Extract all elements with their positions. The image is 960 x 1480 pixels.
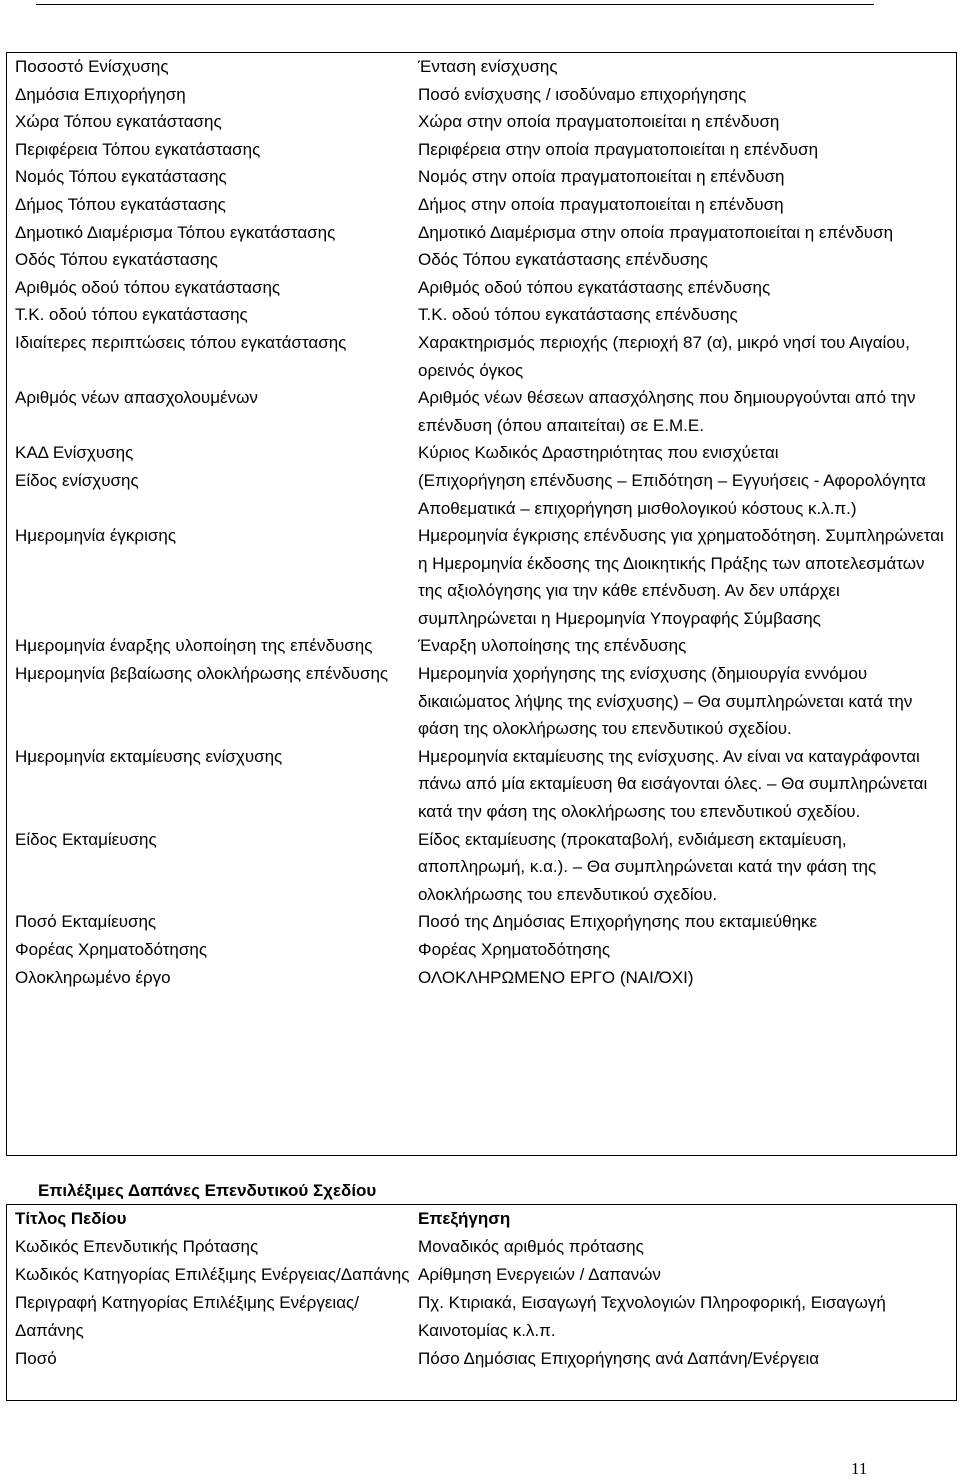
table-row [7,826,956,909]
field-name: Δημοτικό Διαμέρισμα Τόπου εγκατάστασης [15,222,336,242]
field-description: ΟΛΟΚΛΗΡΩΜΕΝΟ ΕΡΓΟ (ΝΑΙ/ΌΧΙ) [418,967,694,987]
field-name: Ποσοστό Ενίσχυσης [15,57,169,76]
field-description: Πόσο Δημόσιας Επιχορήγησης ανά Δαπάνη/Ενέργεια [418,1349,820,1368]
column-header: Επεξήγηση [418,1209,511,1228]
table-row [7,274,956,302]
field-description: Αριθμός οδού τόπου εγκατάστασης επένδυσης [418,277,771,297]
table-row [7,632,956,660]
table-header-row [7,1205,956,1233]
table-row [7,108,956,136]
field-name: Ημερομηνία βεβαίωσης ολοκλήρωσης επένδυσης [15,664,389,684]
table-row [7,439,956,467]
field-name: Κωδικός Κατηγορίας Επιλέξιμης Ενέργειας/Δαπάνης [15,1265,410,1284]
field-description: Πχ. Κτιριακά, Εισαγωγή Τεχνολογιών Πληροφορική, Εισαγωγή Καινοτομίας κ.λ.π. [418,1293,886,1340]
field-description: Είδος εκταμίευσης (προκαταβολή, ενδιάμεση εκταμίευση, αποπληρωμή, κ.α.). – Θα συμπληρώνεται κατά την φάση της ολοκλήρωσης του επενδυτικού σχεδίου. [418,829,877,904]
field-description: Οδός Τόπου εγκατάστασης επένδυσης [418,250,708,270]
page-number: 11 [851,1459,868,1478]
field-description: Κύριος Κωδικός Δραστηριότητας που ενισχύεται [418,443,779,463]
table-row [7,384,956,439]
field-description: Ένταση ενίσχυσης [418,57,558,76]
table-row [7,743,956,826]
field-name: Τ.Κ. οδού τόπου εγκατάστασης [15,305,248,325]
field-description: Χώρα στην οποία πραγματοποιείται η επένδυση [418,112,780,132]
table-row [7,219,956,247]
field-description: Ημερομηνία εκταμίευσης της ενίσχυσης. Αν είναι να καταγράφονται πάνω από μία εκταμίευση θα εισάγονται όλες. – Θα συμπληρώνεται κατά την φάση της ολοκλήρωσης του επενδυτικού σχεδίου. [418,746,928,822]
field-name: Δημόσια Επιχορήγηση [15,84,186,104]
section-title: Επιλέξιμες Δαπάνες Επενδυτικού Σχεδίου [38,1181,377,1200]
field-description: Περιφέρεια στην οποία πραγματοποιείται η επένδυση [418,139,819,159]
field-description: Φορέας Χρηματοδότησης [418,940,611,959]
table-row [7,1345,956,1373]
field-description: Νομός στην οποία πραγματοποιείται η επένδυση [418,167,785,187]
table-row [7,522,956,632]
table-row [7,246,956,274]
field-description: Ημερομηνία έγκρισης επένδυσης για χρηματοδότηση. Συμπληρώνεται η Ημερομηνία έκδοσης της Διοικητικής Πράξης των αποτελεσμάτων της αξιολόγησης για την κάθε επένδυση. Αν δεν υπάρχει συμπληρώνεται η Ημερομηνία Υπογραφής Σύμβασης [418,526,944,628]
field-description: Αρίθμηση Ενεργειών / Δαπανών [418,1265,661,1284]
field-name: Κωδικός Επενδυτικής Πρότασης [15,1237,259,1256]
field-name: ΚΑΔ Ενίσχυσης [15,443,134,463]
field-name: Ημερομηνία έναρξης υλοποίηση της επένδυσης [15,636,373,656]
field-name: Δήμος Τόπου εγκατάστασης [15,194,226,214]
field-name: Είδος Εκταμίευσης [15,829,157,849]
table-row [7,467,956,522]
field-name: Ποσό Εκταμίευσης [15,912,157,932]
table-row [7,301,956,329]
top-rule [36,4,874,5]
field-name: Χώρα Τόπου εγκατάστασης [15,112,222,132]
table-row [7,936,956,964]
field-name: Φορέας Χρηματοδότησης [15,940,208,959]
table-row [7,329,956,384]
field-description: Ποσό της Δημόσιας Επιχορήγησης που εκταμιεύθηκε [418,912,818,932]
field-name: Περιγραφή Κατηγορίας Επιλέξιμης Ενέργειας/Δαπάνης [15,1293,359,1340]
table-row [7,908,956,936]
field-description: Ποσό ενίσχυσης / ισοδύναμο επιχορήγησης [418,84,747,104]
field-name: Ημερομηνία εκταμίευσης ενίσχυσης [15,746,283,766]
field-name: Ημερομηνία έγκρισης [15,526,177,546]
table-row [7,53,956,81]
column-header: Τίτλος Πεδίου [15,1209,127,1228]
field-description: Δημοτικό Διαμέρισμα στην οποία πραγματοποιείται η επένδυση [418,222,894,242]
fields-table [6,52,957,1156]
field-name: Είδος ενίσχυσης [15,470,139,490]
table-row [7,1233,956,1261]
table-row [7,1261,956,1289]
field-name: Περιφέρεια Τόπου εγκατάστασης [15,139,261,159]
field-description: Μοναδικός αριθμός πρότασης [418,1237,644,1256]
field-description: Ημερομηνία χορήγησης της ενίσχυσης (δημιουργία εννόμου δικαιώματος λήψης της ενίσχυσης) – Θα συμπληρώνεται κατά την φάση της ολοκλήρωσης του επενδυτικού σχεδίου. [418,664,913,739]
field-description: Χαρακτηρισμός περιοχής (περιοχή 87 (α), μικρό νησί του Αιγαίου, ορεινός όγκος [418,332,910,380]
field-name: Αριθμός οδού τόπου εγκατάστασης [15,277,281,297]
table-row [7,660,956,743]
table-row [7,81,956,109]
field-description: (Επιχορήγηση επένδυσης – Επιδότηση – Εγγυήσεις - Αφορολόγητα Αποθεματικά – επιχορήγηση μισθολογικού κόστους κ.λ.π.) [418,470,926,518]
field-name: Νομός Τόπου εγκατάστασης [15,167,227,187]
table-row [7,136,956,164]
table-row [7,964,956,992]
field-name: Ποσό [15,1349,57,1368]
field-name: Ολοκληρωμένο έργο [15,967,171,987]
eligible-expenses-table [6,1204,957,1401]
table-row [7,1289,956,1345]
field-name: Ιδιαίτερες περιπτώσεις τόπου εγκατάστασης [15,332,347,352]
field-description: Τ.Κ. οδού τόπου εγκατάστασης επένδυσης [418,305,738,325]
field-description: Δήμος στην οποία πραγματοποιείται η επένδυση [418,194,784,214]
table-row [7,163,956,191]
field-description: Αριθμός νέων θέσεων απασχόλησης που δημιουργούνται από την επένδυση (όπου απαιτείται) σε Ε.Μ.Ε. [418,388,916,435]
field-description: Έναρξη υλοποίησης της επένδυσης [418,636,687,656]
field-name: Αριθμός νέων απασχολουμένων [15,388,258,408]
field-name: Οδός Τόπου εγκατάστασης [15,250,218,270]
table-row [7,191,956,219]
